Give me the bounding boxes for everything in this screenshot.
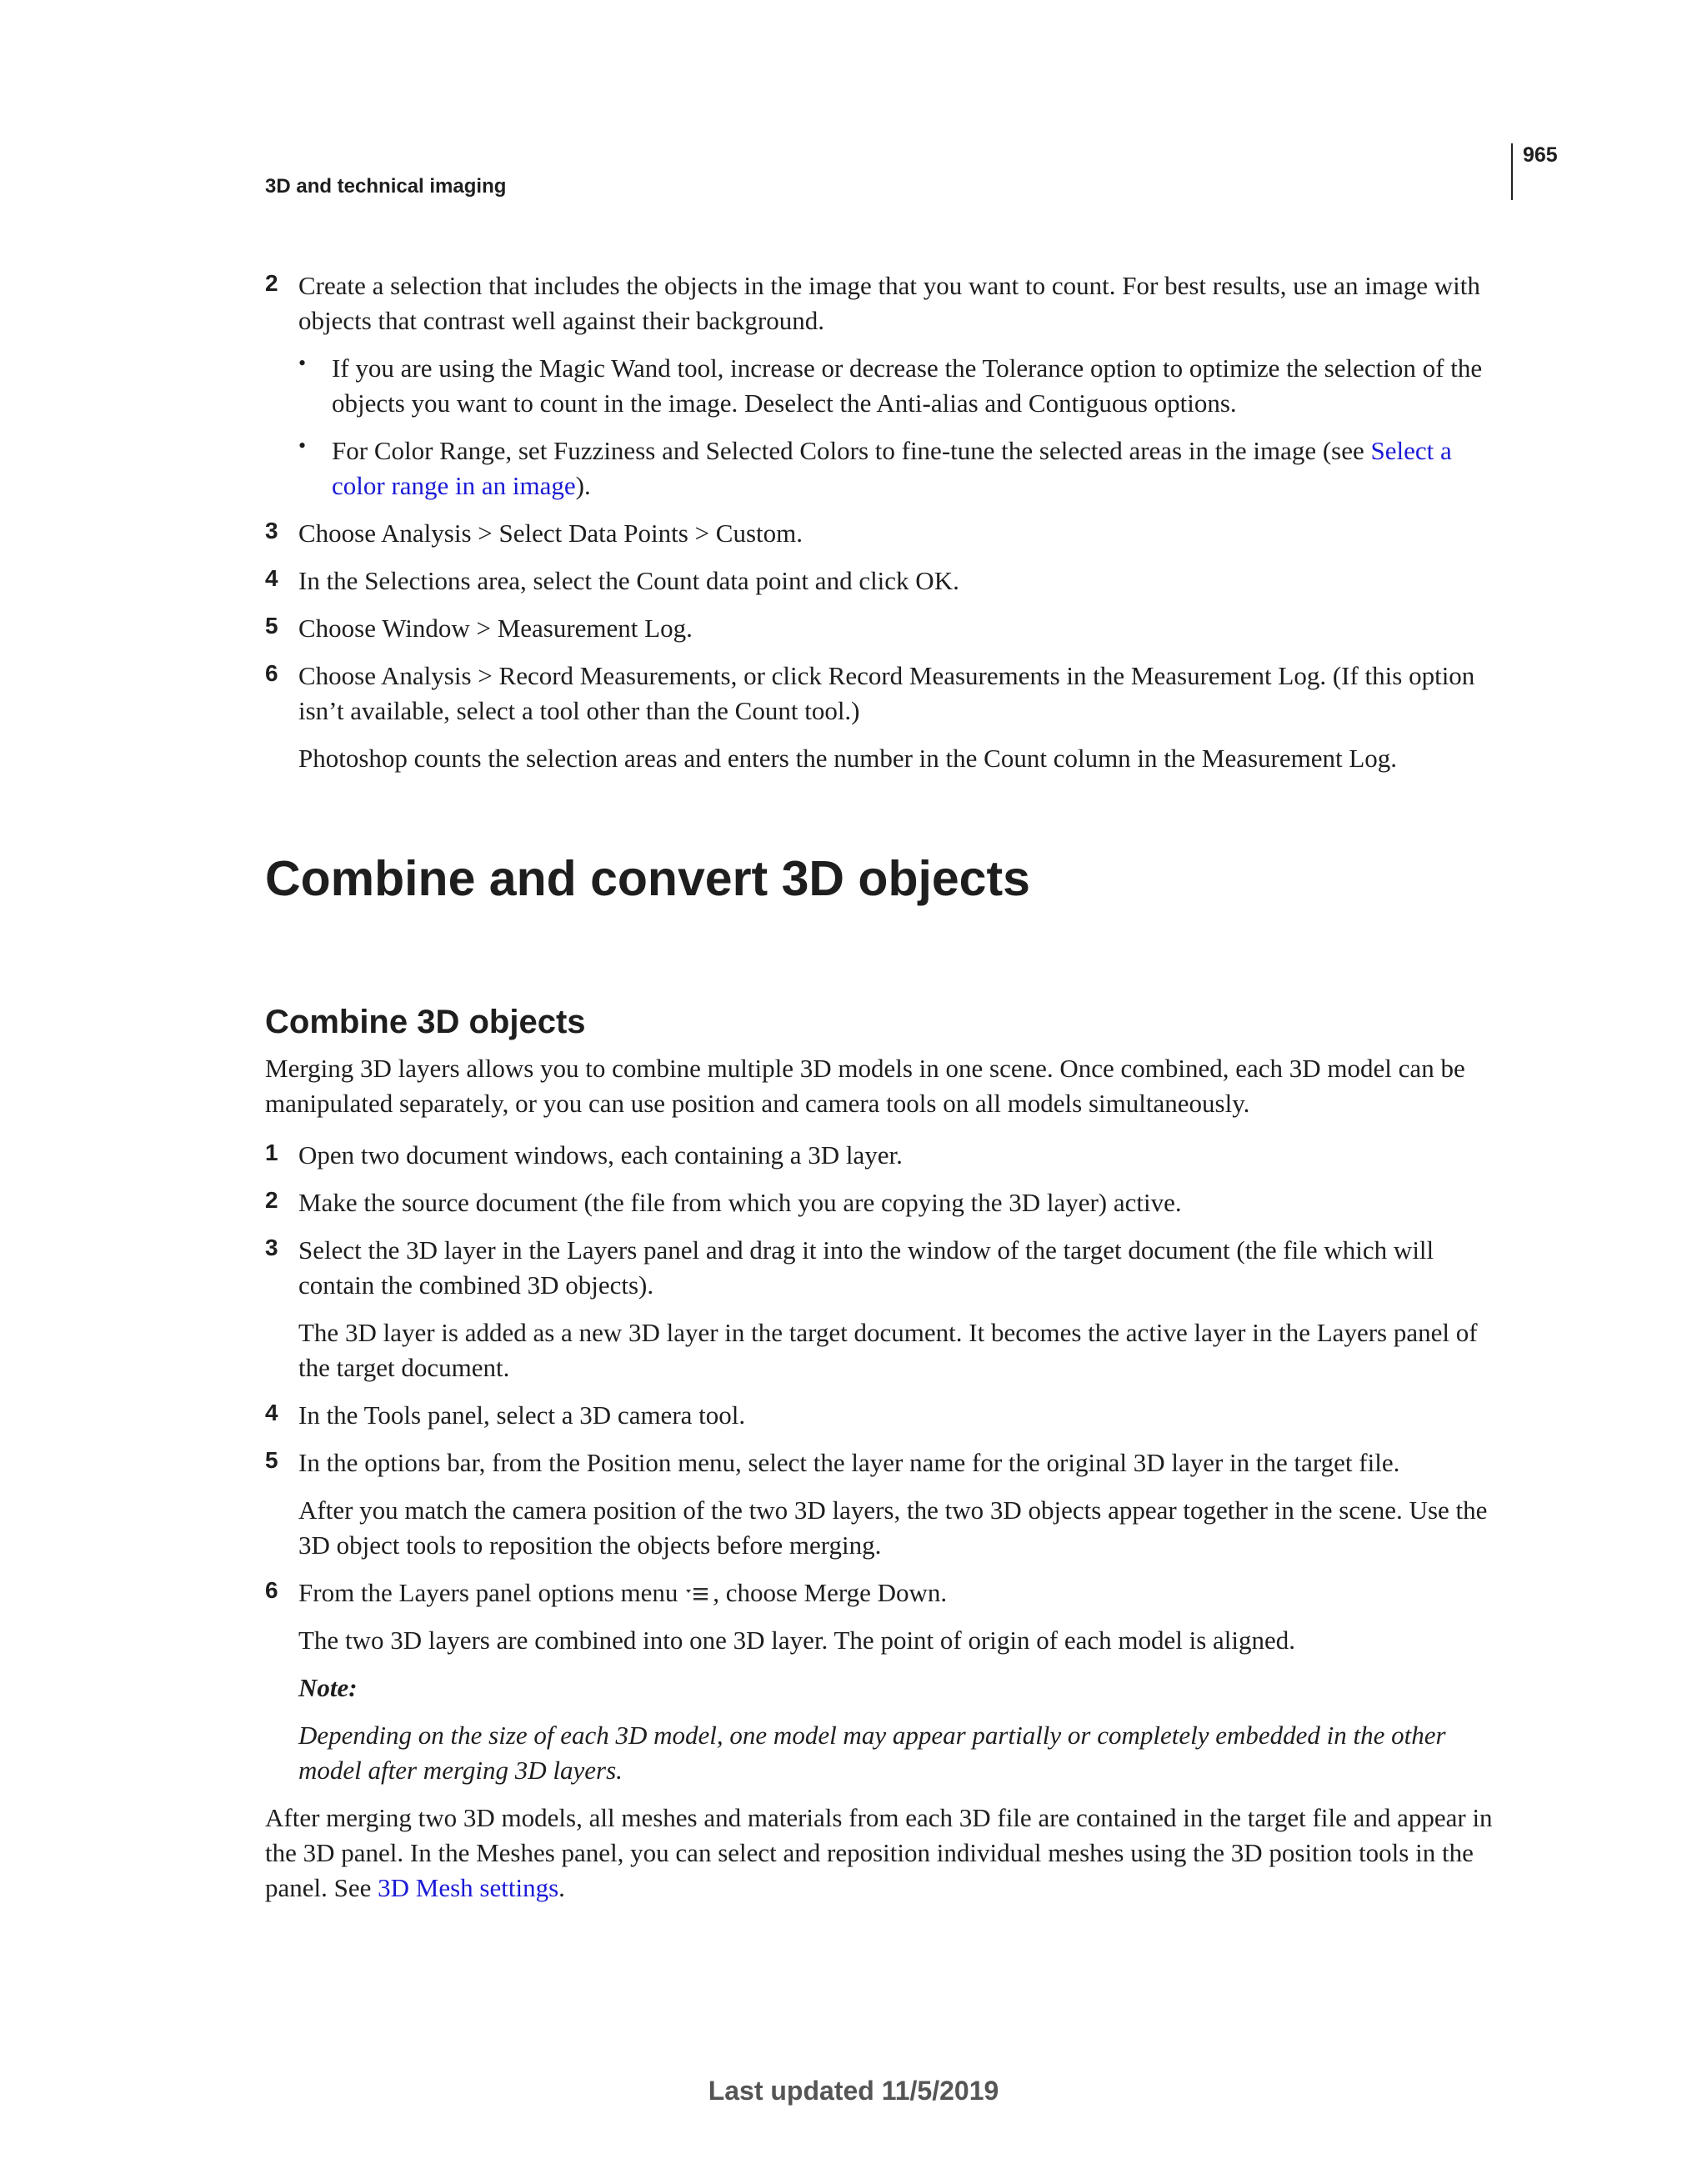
step-number: 3 [265,1235,278,1260]
subsection-title: Combine 3D objects [265,1004,586,1040]
step-text: Create a selection that includes the objects in the image that you want to count. For best results, use an image with objects that contrast well against their background. [298,271,1480,335]
bullet-item [265,351,1500,421]
step-text: Select the 3D layer in the Layers panel and drag it into the window of the target document (the file which will contain the combined 3D objects). [298,1235,1434,1300]
closing-paragraph [265,1801,1500,1906]
step-number: 5 [265,1447,278,1473]
note-label: Note: [298,1673,358,1702]
list-item [265,564,1500,599]
step-text-part: , choose Merge Down. [713,1578,948,1607]
step-result: Photoshop counts the selection areas and enters the number in the Count column in the Measurement Log. [298,744,1398,773]
running-head: 3D and technical imaging [265,175,507,198]
step-result: After you match the camera position of the two 3D layers, the two 3D objects appear together in the scene. Use the 3D object tools to reposition the objects before merging. [298,1495,1488,1560]
list-item [265,659,1500,729]
section-title: Combine and convert 3D objects [265,851,1030,906]
page-number: 965 [1523,143,1558,167]
closing-text-part: . [558,1873,565,1902]
step-text: Choose Analysis > Record Measurements, or click Record Measurements in the Measurement Log. (If this option isn’t available, select a tool other than the Count tool.) [298,661,1475,725]
step-text: In the Selections area, select the Count data point and click OK. [298,566,959,595]
step-text: Make the source document (the file from which you are copying the 3D layer) active. [298,1188,1182,1217]
step-text-part: From the Layers panel options menu [298,1578,685,1607]
step-text: Open two document windows, each containing a 3D layer. [298,1140,903,1170]
step-result: The 3D layer is added as a new 3D layer in the target document. It becomes the active layer in the Layers panel of the target document. [298,1318,1478,1382]
list-item [265,1398,1500,1433]
intro-paragraph: Merging 3D layers allows you to combine multiple 3D models in one scene. Once combined, each 3D model can be manipulated separately, or you can use position and camera tools on all models simultaneously. [265,1054,1465,1118]
header-rule [1511,143,1513,200]
list-item [265,1185,1500,1220]
list-item [265,1445,1500,1480]
step-number: 2 [265,1187,278,1213]
list-item [265,516,1500,551]
bullet-text: If you are using the Magic Wand tool, increase or decrease the Tolerance option to optimize the selection of the objects you want to count in the image. Deselect the Anti-alias and Contiguous options. [332,353,1483,418]
step-number: 3 [265,518,278,543]
note-text: Depending on the size of each 3D model, one model may appear partially or completely embedded in the other model after merging 3D layers. [298,1721,1446,1785]
footer-last-updated: Last updated 11/5/2019 [708,2076,999,2106]
bullet-text [332,433,1500,503]
bullet-icon: • [298,351,307,375]
bullet-item [265,433,1500,503]
step-number: 1 [265,1140,278,1165]
step-number: 2 [265,270,278,296]
closing-text-part: After merging two 3D models, all meshes and materials from each 3D file are contained in the target file and appear in the 3D panel. In the Meshes panel, you can select and reposition individual meshes using the 3D position tools in the panel. See [265,1803,1493,1902]
step-text: In the Tools panel, select a 3D camera tool. [298,1400,746,1430]
list-item [265,268,1500,338]
list-item [265,1575,1500,1610]
3d-mesh-settings-link[interactable]: 3D Mesh settings [378,1873,559,1902]
step-number: 6 [265,1577,278,1603]
step-number: 4 [265,1400,278,1425]
select-color-range-link[interactable]: Select a color range in an image [332,436,1452,500]
step-number: 6 [265,660,278,686]
step-number: 4 [265,565,278,591]
panel-options-menu-icon [684,1585,713,1605]
step-text [298,1575,1500,1610]
step-text: Choose Window > Measurement Log. [298,614,693,643]
step-text: Choose Analysis > Select Data Points > Custom. [298,518,803,548]
main-content [265,268,1500,1922]
step-result: The two 3D layers are combined into one 3D layer. The point of origin of each model is aligned. [298,1625,1296,1655]
list-item [265,1138,1500,1173]
list-item [265,611,1500,646]
list-item [265,1233,1500,1303]
bullet-text-part: ). [575,471,591,500]
step-text: In the options bar, from the Position menu, select the layer name for the original 3D layer in the target file. [298,1448,1400,1477]
step-number: 5 [265,613,278,639]
bullet-text-part: For Color Range, set Fuzziness and Selected Colors to fine-tune the selected areas in the image (see [332,436,1371,465]
bullet-icon: • [298,433,307,458]
